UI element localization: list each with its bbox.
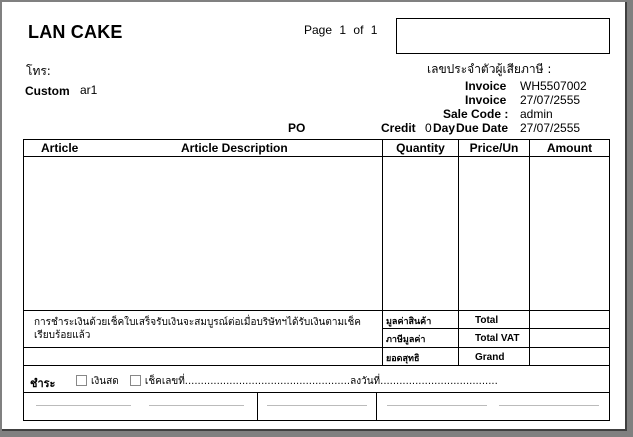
grand-en-label: Grand [475,352,505,363]
header-description: Article Description [181,141,288,155]
po-label: PO [288,121,306,135]
sale-code-value: admin [520,107,553,121]
signature-line-1 [36,405,131,406]
day-label: Day [433,121,456,135]
payment-options [72,374,498,389]
col-divider-price [458,140,459,365]
page-of-label: of [353,23,364,37]
invoice-number-label: Invoice [465,79,507,93]
vat-thai-label: ภาษีมูลค่า [386,335,426,345]
col-divider-amount [529,140,530,365]
totals-line-1 [382,328,609,329]
credit-value: 0 [425,121,432,135]
customer-label: Custom [25,84,70,98]
items-table [23,139,610,421]
invoice-page [2,2,627,431]
credit-label: Credit [381,121,416,135]
signature-divider-1 [257,392,258,420]
due-date-label: Due Date [456,121,509,135]
top-right-box [396,18,610,54]
cash-checkbox[interactable] [76,375,87,386]
grand-thai-label: ยอดสุทธิ [386,354,420,364]
page-indicator [304,23,377,37]
sale-code-label: Sale Code : [443,107,509,121]
due-date-value: 27/07/2555 [520,121,581,135]
header-article: Article [41,141,79,155]
cheque-checkbox[interactable] [130,375,141,386]
invoice-date-value: 27/07/2555 [520,93,581,107]
header-divider [24,156,609,157]
totals-bottom-line [24,365,609,366]
invoice-date-label: Invoice [465,93,507,107]
header-quantity: Quantity [396,141,445,155]
header-price: Price/Un [469,141,519,155]
cheque-label: เช็คเลขที่....................................................ลงวันที่..................................... [144,376,498,387]
invoice-number-value: WH5507002 [520,79,587,93]
payment-label: ชำระ [30,377,56,390]
totals-line-2 [24,347,609,348]
tax-id-label: เลขประจำตัวผู้เสียภาษี : [427,62,552,76]
payment-note: การชำระเงินด้วยเช็คใบเสร็จรับเงินจะสมบูรณ์ต่อเมื่อบริษัทฯได้รับเงินตามเช็คเรียบร้อยแล้ว [34,317,361,341]
total-en-label: Total [475,315,499,326]
signature-line-4 [387,405,487,406]
total-thai-label: มูลค่าสินค้า [386,317,432,327]
signature-line-5 [499,405,599,406]
cash-label: เงินสด [91,376,119,387]
page-label: Page [304,23,333,37]
page-total: 1 [370,23,378,37]
signature-line-2 [149,405,244,406]
company-name: LAN CAKE [28,22,123,42]
customer-value: ar1 [80,83,98,97]
totals-top-line [24,310,609,311]
signature-top-line [24,392,609,393]
vat-en-label: Total VAT [475,333,520,344]
signature-line-3 [267,405,367,406]
page-number: 1 [339,23,347,37]
header-amount: Amount [546,141,593,155]
signature-divider-2 [376,392,377,420]
tel-label: โทร: [26,64,51,78]
